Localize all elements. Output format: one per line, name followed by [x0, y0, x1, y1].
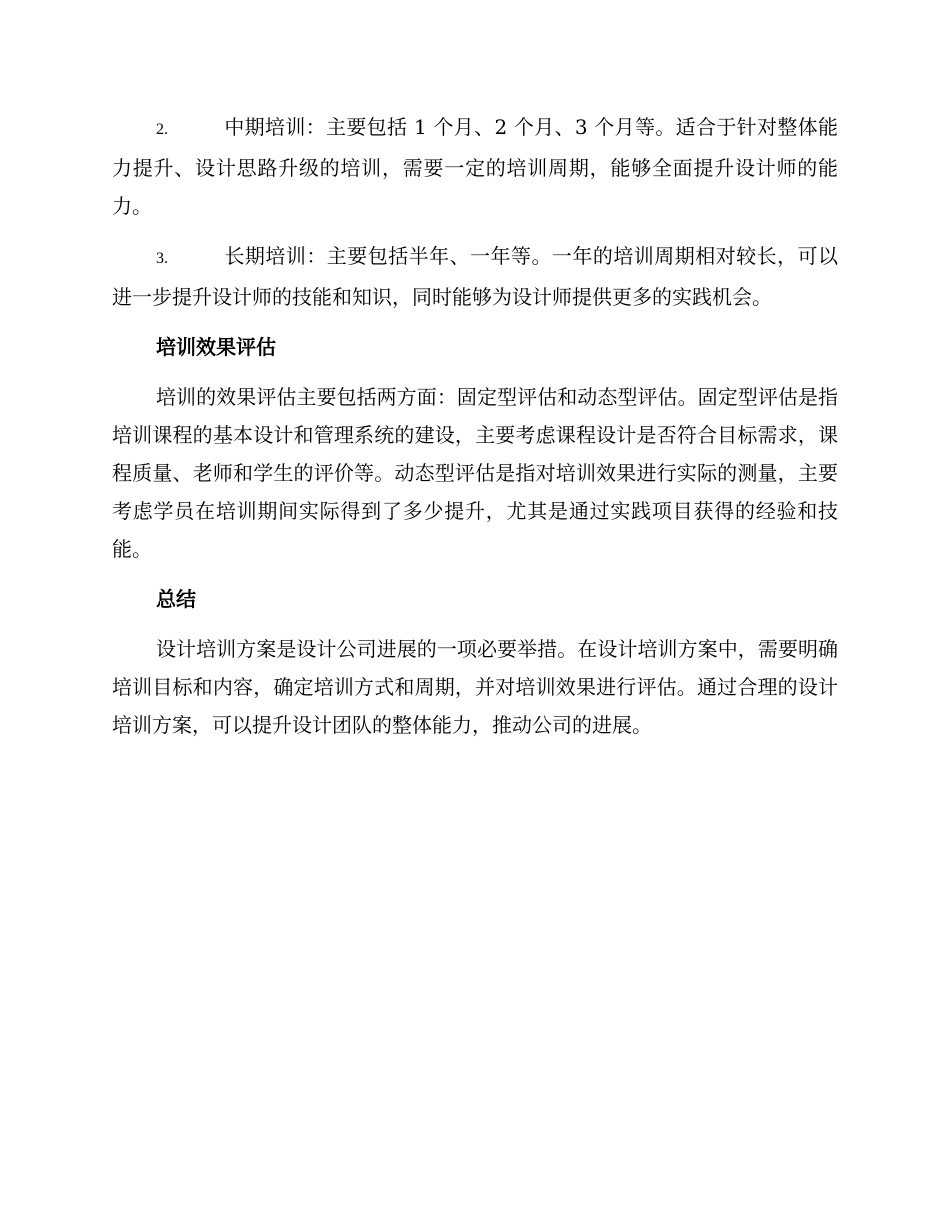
list-item-text: 长期培训：主要包括半年、一年等。一年的培训周期相对较长，可以进一步提升设计师的技能和知识，同时能够为设计师提供更多的实践机会。: [112, 244, 838, 309]
section-body-summary: 设计培训方案是设计公司进展的一项必要举措。在设计培训方案中，需要明确培训目标和内容，确定培训方式和周期，并对培训效果进行评估。通过合理的设计培训方案，可以提升设计团队的整体能力，推动公司的进展。: [112, 637, 838, 737]
list-item-text: 中期培训：主要包括 1 个月、2 个月、3 个月等。适合于针对整体能力提升、设计思路升级的培训，需要一定的培训周期，能够全面提升设计师的能力。: [112, 115, 838, 218]
document-content: [112, 108, 838, 756]
section-heading-summary: 总结: [156, 587, 196, 611]
list-number: 2.: [156, 121, 168, 138]
list-item-long-term-training: [112, 237, 838, 316]
section-heading-evaluation: 培训效果评估: [156, 335, 276, 359]
section-body-evaluation: 培训的效果评估主要包括两方面：固定型评估和动态型评估。固定型评估是指培训课程的基本设计和管理系统的建设，主要考虑课程设计是否符合目标需求，课程质量、老师和学生的评价等。动态型评估是指对培训效果进行实际的测量，主要考虑学员在培训期间实际得到了多少提升，尤其是通过实践项目获得的经验和技能。: [112, 385, 838, 561]
list-number: 3.: [156, 250, 168, 267]
list-item-mid-term-training: [112, 108, 838, 225]
